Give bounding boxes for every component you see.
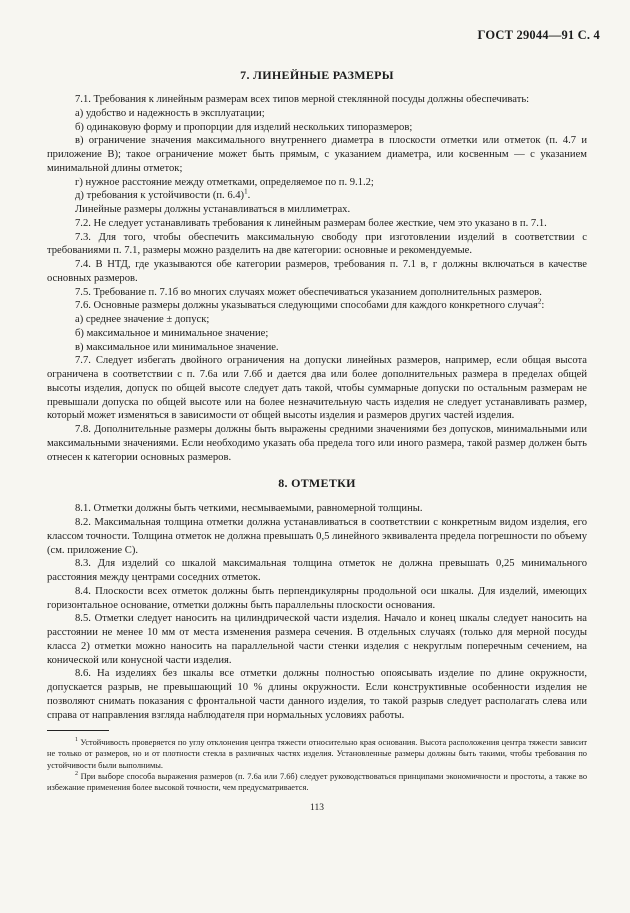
paragraph-8-5: 8.5. Отметки следует наносить на цилиндрической части изделия. Начало и конец шкалы следует наносить на расстоянии не менее 10 мм от места изменения размера сечения. В отдельных случаях (только для мерной посуды класса 2) отметки можно наносить на параллельной части стенки изделия с некруглым поперечным сечением, на конической или конусной части изделия. — [47, 613, 587, 666]
list-item-7-1-g: г) нужное расстояние между отметками, определяемое по п. 9.1.2; — [75, 176, 374, 188]
paragraph-8-4: 8.4. Плоскости всех отметок должны быть перпендикулярны продольной оси шкалы. Для изделий, имеющих горизонтальное основание, отметки должны быть параллельны плоскости основания. — [47, 585, 587, 611]
paragraph-7-2: 7.2. Не следует устанавливать требования к линейным размерам более жесткие, чем это указано в п. 7.1. — [75, 217, 547, 229]
section-7-title: 7. ЛИНЕЙНЫЕ РАЗМЕРЫ — [240, 68, 394, 82]
page-header: ГОСТ 29044—91 С. 4 — [477, 28, 600, 42]
paragraph-8-6: 8.6. На изделиях без шкалы все отметки должны полностью опоясывать изделие по длине окружности, допускается разрыв, не превышающий 10 % длины окружности. Если конструктивные особенности изделия не позволяют снимать показания с фронтальной части данного изделия, то такой разрыв следует располагать слева или справа от направления взгляда наблюдателя при нормальных условиях работы. — [47, 668, 587, 721]
list-item-7-6-a: а) среднее значение ± допуск; — [75, 314, 210, 325]
paragraph-7-8: 7.8. Дополнительные размеры должны быть выражены средними значениями без допусков, минимальными или максимальными значениями. Если необходимо указать оба предела того или иного размера, такой размер должен быть отнесен к категории основных размеров. — [47, 424, 587, 463]
footnote-2-text: При выборе способа выражения размеров (п. 7.6а или 7.6б) следует руководствоваться принципами экономичности и простоты, а также во избежание применения более высокой точности, чем предусматривается. — [47, 771, 588, 793]
page-content — [47, 64, 587, 813]
footnote-2-mark: 2 — [75, 771, 78, 778]
list-item-7-1-v: в) ограничение значения максимального внутреннего диаметра в плоскости отметки или отметок (п. 4.7 и приложение В); такое ограничение может быть прямым, с указанием диаметра, или косвенным — с указанием минимальной длины отметок; — [47, 135, 587, 174]
page-number: 113 — [310, 803, 324, 814]
paragraph-7-5: 7.5. Требование п. 7.1б во многих случаях может обеспечиваться указанием дополнительных размеров. — [75, 286, 542, 298]
paragraph-8-3: 8.3. Для изделий со шкалой максимальная толщина отметок не должна превышать 0,25 минимального расстояния между центрами соседних отметок. — [47, 558, 587, 583]
paragraph-7-7: 7.7. Следует избегать двойного ограничения на допуски линейных размеров, например, если общая высота ограничена в соответствии с п. 7.6а или 7.6б и дается два или более дополнительных размера в пределах общей высоты изделия, допуск по общей высоте следует дать такой, чтобы суммарные допуски по остальным размерам не превышали допуска по общей высоте или на более незначительную часть изделия не следует устанавливать размер, который может изменяться в зависимости от общей высоты изделия и размеров других частей изделия. — [47, 355, 587, 422]
footnote-divider — [47, 730, 109, 731]
list-item-7-6-v: в) максимальное или минимальное значение. — [75, 341, 279, 353]
footnote-1-mark: 1 — [75, 737, 78, 744]
paragraph-7-3: 7.3. Для того, чтобы обеспечить максимальную свободу при изготовлении изделий в соответствии с требованиями п. 7.1, размеры можно разделить на две категории: основные и рекомендуемые. — [47, 231, 587, 257]
paragraph-7-1: 7.1. Требования к линейным размерам всех типов мерной стеклянной посуды должны обеспечивать: — [75, 94, 530, 105]
footnote-ref-2: 2 — [537, 297, 542, 306]
paragraph-8-2: 8.2. Максимальная толщина отметки должна устанавливаться в соответствии с конкретным видом изделия, его классом точности. Толщина отметок не должна превышать 0,5 линейного эквивалента предела погрешности по объему (см. приложение С). — [47, 517, 587, 556]
footnote-2 — [47, 771, 587, 793]
section-8-title: 8. ОТМЕТКИ — [278, 476, 356, 491]
list-item-7-6-b: б) максимальное и минимальное значение; — [75, 327, 269, 339]
paragraph-7-6-text: 7.6. Основные размеры должны указываться следующими способами для каждого конкретного случая — [75, 300, 538, 312]
list-item-7-1-d-text: д) требования к устойчивости (п. 6.4) — [75, 190, 245, 202]
list-item-7-1-a: а) удобство и надежность в эксплуатации; — [75, 107, 265, 119]
list-item-7-1-b: б) одинаковую форму и пропорции для изделий нескольких типоразмеров; — [75, 121, 413, 133]
footnote-1-text: Устойчивость проверяется по углу отклонения центра тяжести относительно края основания. Высота расположения центра тяжести зависит не только от размеров, но и от плотности стекла в различных частях изделия. Установленные размеры должны быть такими, чтобы требования по устойчивости были выполнимы. — [47, 738, 588, 770]
footnote-ref-1: 1 — [244, 187, 248, 196]
paragraph-units: Линейные размеры должны устанавливаться в миллиметрах. — [75, 204, 351, 215]
paragraph-8-1: 8.1. Отметки должны быть четкими, несмываемыми, равномерной толщины. — [75, 503, 423, 515]
paragraph-7-6: 7.6. Основные размеры должны указываться следующими способами для каждого конкретного случая$^2$: — [75, 297, 545, 312]
footnote-1 — [47, 737, 587, 771]
list-item-7-1-d: д) требования к устойчивости (п. 6.4)$^1$. — [75, 187, 251, 202]
paragraph-7-4: 7.4. В НТД, где указываются обе категории размеров, требования п. 7.1 в, г должны включаться в качестве основных размеров. — [47, 259, 587, 284]
